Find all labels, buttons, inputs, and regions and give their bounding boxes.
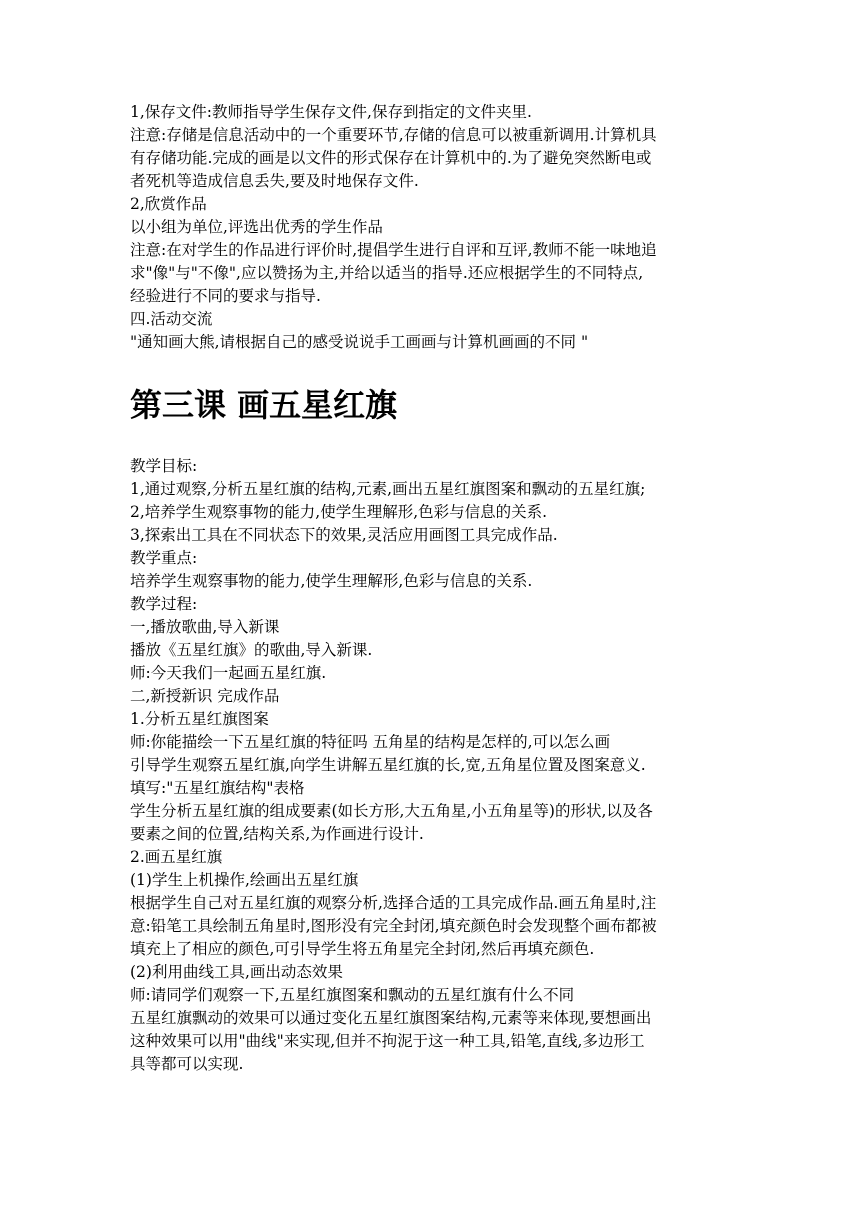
text-line: 教学重点:	[130, 549, 198, 567]
section-2-text	[130, 455, 740, 1076]
text-line: 意:铅笔工具绘制五角星时,图形没有完全封闭,填充颜色时会发现整个画布都被	[130, 917, 657, 935]
text-line: 根据学生自己对五星红旗的观察分析,选择合适的工具完成作品.画五角星时,注	[130, 894, 657, 912]
text-line: 经验进行不同的要求与指导.	[130, 287, 321, 305]
text-line: 填写:"五星红旗结构"表格	[130, 779, 305, 797]
text-line: 2,欣赏作品	[130, 195, 207, 213]
text-line: 培养学生观察事物的能力,使学生理解形,色彩与信息的关系.	[130, 572, 533, 590]
text-line: 注意:存储是信息活动中的一个重要环节,存储的信息可以被重新调用.计算机具	[130, 126, 657, 144]
text-line: 师:请同学们观察一下,五星红旗图案和飘动的五星红旗有什么不同	[130, 986, 575, 1004]
text-line: "通知画大熊,请根据自己的感受说说手工画画与计算机画画的不同 "	[130, 333, 589, 351]
text-line: 1,通过观察,分析五星红旗的结构,元素,画出五星红旗图案和飘动的五星红旗;	[130, 480, 646, 498]
text-line: 具等都可以实现.	[130, 1055, 244, 1073]
text-line: 2,培养学生观察事物的能力,使学生理解形,色彩与信息的关系.	[130, 503, 548, 521]
text-line: 五星红旗飘动的效果可以通过变化五星红旗图案结构,元素等来体现,要想画出	[130, 1009, 652, 1027]
text-line: 播放《五星红旗》的歌曲,导入新课.	[130, 641, 373, 659]
text-line: 教学过程:	[130, 595, 198, 613]
text-line: 要素之间的位置,结构关系,为作画进行设计.	[130, 825, 424, 843]
text-line: (2)利用曲线工具,画出动态效果	[130, 963, 343, 981]
text-line: 师:你能描绘一下五星红旗的特征吗 五角星的结构是怎样的,可以怎么画	[130, 733, 611, 751]
text-line: 求"像"与"不像",应以赞扬为主,并给以适当的指导.还应根据学生的不同特点,	[130, 264, 644, 282]
text-line: 四.活动交流	[130, 310, 213, 328]
text-line: 注意:在对学生的作品进行评价时,提倡学生进行自评和互评,教师不能一味地追	[130, 241, 657, 259]
section-1-text	[130, 101, 740, 354]
text-line: 以小组为单位,评选出优秀的学生作品	[130, 218, 383, 236]
text-line: 这种效果可以用"曲线"来实现,但并不拘泥于这一种工具,铅笔,直线,多边形工	[130, 1032, 645, 1050]
text-line: 3,探索出工具在不同状态下的效果,灵活应用画图工具完成作品.	[130, 526, 558, 544]
text-line: 2.画五星红旗	[130, 848, 223, 866]
text-line: 学生分析五星红旗的组成要素(如长方形,大五角星,小五角星等)的形状,以及各	[130, 802, 653, 820]
text-line: 引导学生观察五星红旗,向学生讲解五星红旗的长,宽,五角星位置及图案意义.	[130, 756, 646, 774]
text-line: 教学目标:	[130, 457, 198, 475]
text-line: 有存储功能.完成的画是以文件的形式保存在计算机中的.为了避免突然断电或	[130, 149, 652, 167]
text-line: 填充上了相应的颜色,可引导学生将五角星完全封闭,然后再填充颜色.	[130, 940, 595, 958]
text-line: 者死机等造成信息丢失,要及时地保存文件.	[130, 172, 419, 190]
text-line: (1)学生上机操作,绘画出五星红旗	[130, 871, 359, 889]
lesson-heading: 第三课 画五星红旗	[130, 386, 398, 424]
text-line: 二,新授新识 完成作品	[130, 687, 280, 705]
text-line: 一,播放歌曲,导入新课	[130, 618, 280, 636]
text-line: 1,保存文件:教师指导学生保存文件,保存到指定的文件夹里.	[130, 103, 532, 121]
text-line: 1.分析五星红旗图案	[130, 710, 269, 728]
text-line: 师:今天我们一起画五星红旗.	[130, 664, 327, 682]
